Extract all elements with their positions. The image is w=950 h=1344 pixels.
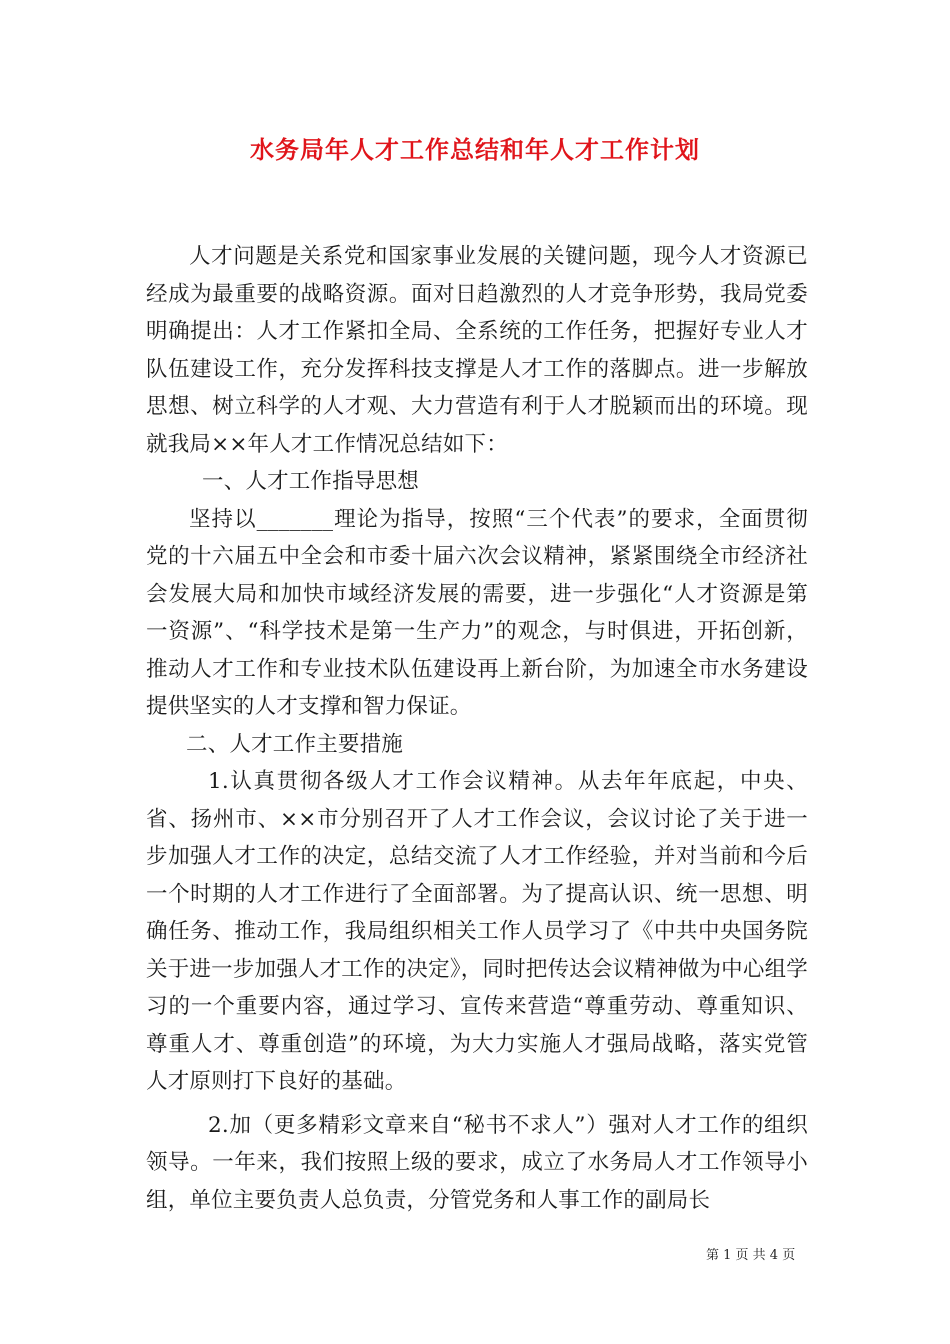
section-heading-1: 一、人才工作指导思想 (202, 469, 420, 494)
intro-paragraph: 人才问题是关系党和国家事业发展的关键问题，现今人才资源已经成为最重要的战略资源。面对日趋激烈的人才竞争形势，我局党委明确提出：人才工作紧扣全局、全系统的工作任务，把握好专业人才队伍建设工作，充分发挥科技支撑是人才工作的落脚点。进一步解放思想、树立科学的人才观、大力营造有利于人才脱颖而出的环境。现就我局××年人才工作情况总结如下： (146, 244, 808, 457)
guiding-thought-paragraph: 坚持以_______理论为指导，按照“三个代表”的要求，全面贯彻党的十六届五中全会和市委十届六次会议精神，紧紧围绕全市经济社会发展大局和加快市域经济发展的需要，进一步强化“人才资源是第一资源”、“科学技术是第一生产力”的观念，与时俱进，开拓创新，推动人才工作和专业技术队伍建设再上新台阶，为加速全市水务建设提供坚实的人才支撑和智力保证。 (146, 506, 808, 719)
measure-item-1: 1.认真贯彻各级人才工作会议精神。从去年年底起，中央、省、扬州市、××市分别召开了人才工作会议，会议讨论了关于进一步加强人才工作的决定，总结交流了人才工作经验，并对当前和今后一个时期的人才工作进行了全面部署。为了提高认识、统一思想、明确任务、推动工作，我局组织相关工作人员学习了《中共中央国务院关于进一步加强人才工作的决定》，同时把传达会议精神做为中心组学习的一个重要内容，通过学习、宣传来营造“尊重劳动、尊重知识、尊重人才、尊重创造”的环境，为大力实施人才强局战略，落实党管人才原则打下良好的基础。 (146, 769, 808, 1094)
document-title: 水务局年人才工作总结和年人才工作计划 (250, 135, 700, 164)
measure-item-2: 2.加（更多精彩文章来自“秘书不求人”）强对人才工作的组织领导。一年来，我们按照上级的要求，成立了水务局人才工作领导小组，单位主要负责人总负责，分管党务和人事工作的副局长 (146, 1112, 808, 1213)
document-body (146, 238, 808, 1219)
section-heading-2: 二、人才工作主要措施 (186, 731, 404, 757)
page-number: 第 1 页 共 4 页 (706, 1248, 796, 1263)
